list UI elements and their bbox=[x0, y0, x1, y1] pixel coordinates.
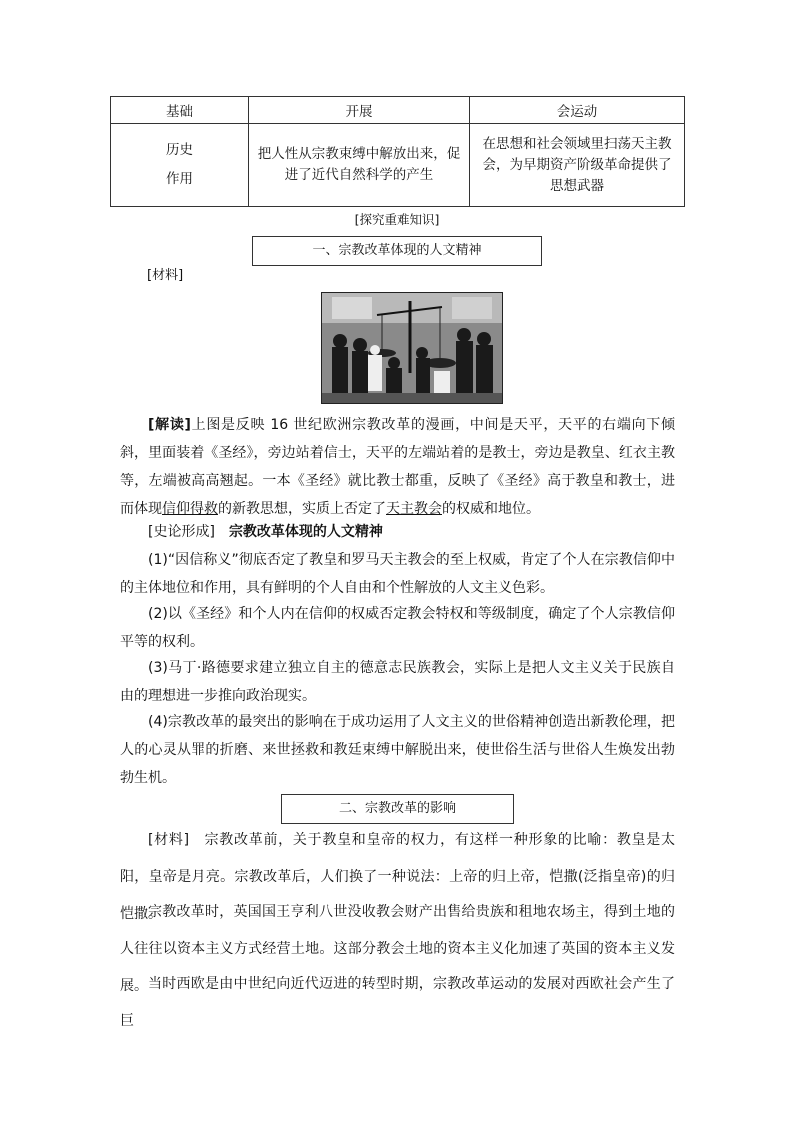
section2-title: 二、宗教改革的影响 bbox=[281, 794, 514, 824]
underlined-term: 信仰得救 bbox=[162, 501, 218, 517]
interpretation-paragraph bbox=[120, 411, 675, 523]
point-paragraph: (2)以《圣经》和个人内在信仰的权威否定教会特权和等级制度，确定了个人宗教信仰平等的权利。 bbox=[120, 606, 675, 650]
material-paragraph: 当时西欧是由中世纪向近代迈进的转型时期，宗教改革运动的发展对西欧社会产生了巨 bbox=[120, 976, 675, 1029]
material-label: [材料] bbox=[147, 268, 184, 283]
table-cell: 会运动 bbox=[470, 97, 685, 124]
table-cell: 开展 bbox=[249, 97, 470, 124]
point-paragraph: (1)“因信称义”彻底否定了教皇和罗马天主教会的至上权威，肯定了个人在宗教信仰中的主体地位和作用，具有鲜明的个人自由和个性解放的人文主义色彩。 bbox=[120, 552, 675, 596]
formation-title: 宗教改革体现的人文精神 bbox=[228, 524, 383, 540]
row-header-line: 历史 bbox=[166, 142, 193, 158]
interpret-text: 的新教思想，实质上否定了 bbox=[218, 501, 386, 517]
point-paragraph: (3)马丁·路德要求建立独立自主的德意志民族教会，实际上是把人文主义关于民族自由的理想进一步推向政治现实。 bbox=[120, 660, 675, 704]
summary-table bbox=[110, 96, 685, 207]
reformation-cartoon-image bbox=[321, 292, 503, 404]
material-paragraph: 宗教改革时，英国国王亨利八世没收教会财产出售给贵族和租地农场主，得到土地的人往往以资本主义方式经营土地。这部分教会土地的资本主义化加速了英国的资本主义发展。 bbox=[120, 904, 675, 994]
point-paragraph: (4)宗教改革的最突出的影响在于成功运用了人文主义的世俗精神创造出新教伦理，把人的心灵从罪的折磨、来世拯救和教廷束缚中解脱出来，使世俗生活与世俗人生焕发出勃勃生机。 bbox=[120, 714, 675, 786]
interpret-label: [解读] bbox=[148, 417, 191, 433]
material-text: 宗教改革前，关于教皇和皇帝的权力，有这样一种形象的比喻：教皇是太阳，皇帝是月亮。宗教改革后，人们换了一种说法：上帝的归上帝，恺撒(泛指皇帝)的归恺撒。 bbox=[120, 832, 676, 922]
formation-label: [史论形成] bbox=[148, 524, 215, 540]
interpret-text: 的权威和地位。 bbox=[442, 501, 540, 517]
explore-label: [探究重难知识] bbox=[354, 212, 440, 227]
table-cell: 在思想和社会领域里扫荡天主教会，为早期资产阶级革命提供了思想武器 bbox=[470, 124, 685, 207]
table-cell: 把人性从宗教束缚中解放出来，促进了近代自然科学的产生 bbox=[249, 124, 470, 207]
section1-title: 一、宗教改革体现的人文精神 bbox=[252, 236, 542, 266]
row-header-line: 作用 bbox=[166, 171, 193, 187]
underlined-term: 天主教会 bbox=[386, 501, 442, 517]
material-label: [材料] bbox=[148, 832, 190, 848]
interpret-text: 上图是反映 16 世纪欧洲宗教改革的漫画，中间是天平，天平的右端向下倾斜，里面装着《圣经》，旁边站着信士，天平的左端站着的是教士，旁边是教皇、红衣主教等，左端被高高翘起。一本《圣经》就比教士都重，反映了《圣经》高于教皇和教士，进而体现 bbox=[120, 417, 675, 517]
table-row-header bbox=[111, 124, 249, 207]
table-cell: 基础 bbox=[111, 97, 249, 124]
formation-heading bbox=[120, 518, 675, 546]
